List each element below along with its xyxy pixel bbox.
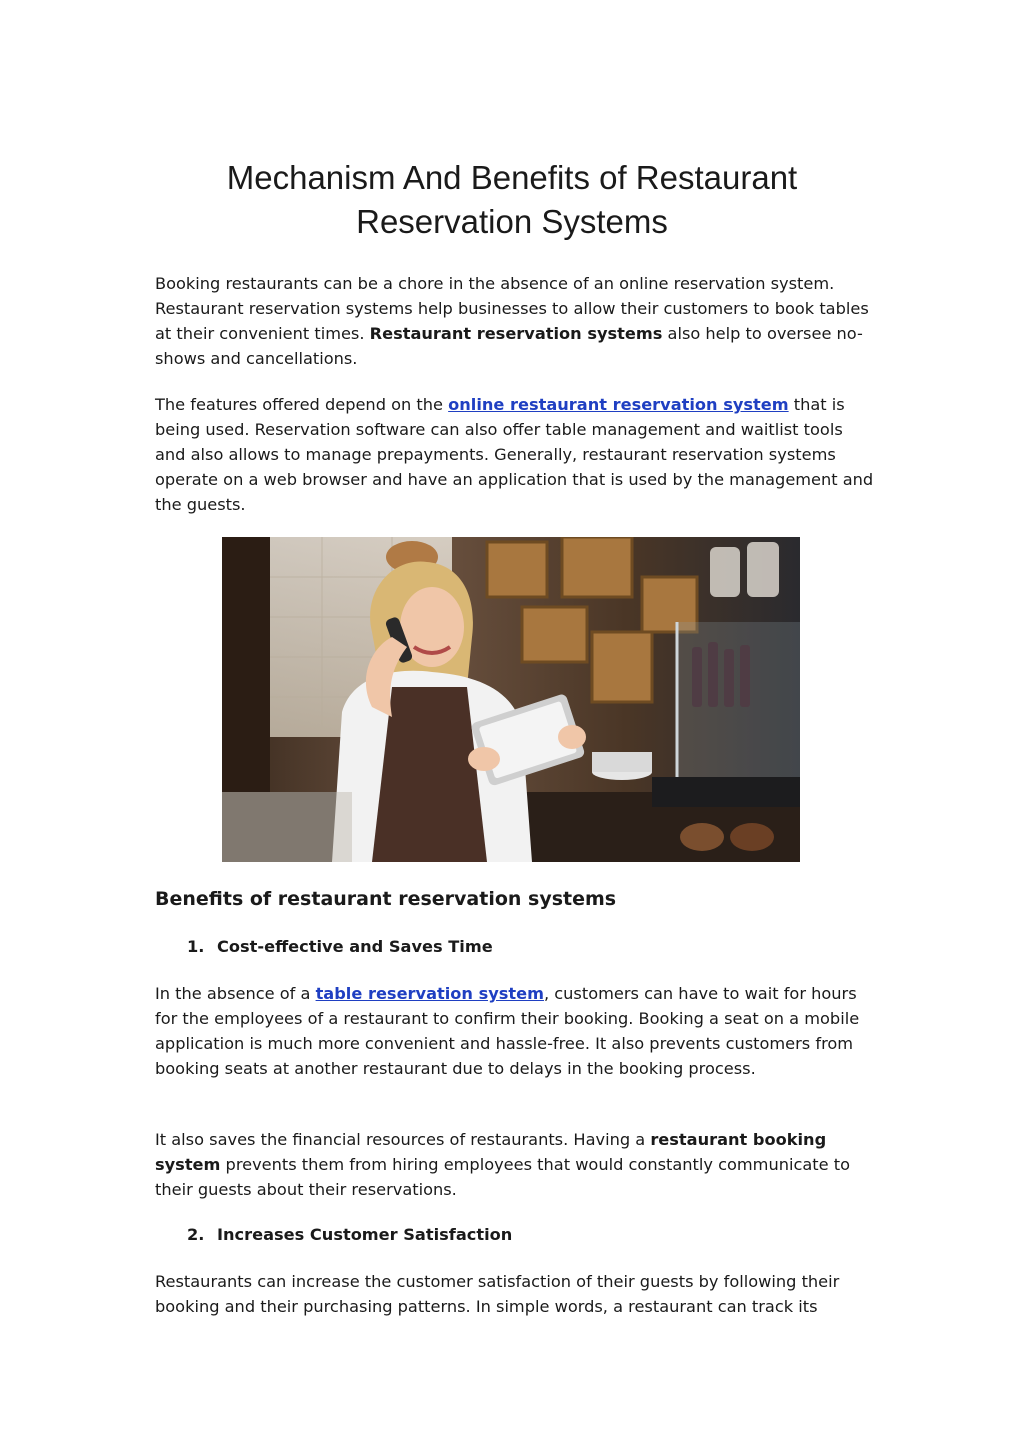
features-text-b: that is being used. Reservation software can also offer table management and waitlist tools and also allows to manage prepayments. Generally, restaurant reservation systems operate on a web browser and have an application that is used by the management and the guests. — [155, 395, 874, 514]
cost-text-b: , customers can have to wait for hours for the employees of a restaurant to confirm their booking. Booking a seat on a mobile application is much more convenient and hassle-free. It also prevents customers from booking seats at another restaurant due to delays in the booking process. — [155, 984, 860, 1078]
financial-bold-text: restaurant booking system — [155, 1130, 827, 1174]
financial-paragraph — [155, 1127, 875, 1202]
list-label-2: Increases Customer Satisfaction — [217, 1225, 513, 1244]
list-item-2 — [187, 1223, 512, 1247]
cost-effective-paragraph — [155, 981, 875, 1081]
benefits-heading: Benefits of restaurant reservation systems — [155, 888, 617, 910]
cost-text-a: In the absence of a — [155, 984, 316, 1003]
title-line-1: Mechanism And Benefits of Restaurant — [226, 159, 798, 196]
list-number-2: 2. — [187, 1225, 205, 1244]
page-title — [150, 156, 874, 244]
satisfaction-paragraph — [155, 1269, 875, 1319]
title-line-2: Reservation Systems — [356, 203, 668, 240]
financial-text-b: prevents them from hiring employees that would constantly communicate to their guests about their reservations. — [155, 1155, 850, 1199]
photo-illustration — [222, 537, 800, 862]
financial-text-a: It also saves the financial resources of restaurants. Having a — [155, 1130, 651, 1149]
intro-bold-text: Restaurant reservation systems — [369, 324, 663, 343]
table-reservation-link[interactable]: table reservation system — [315, 984, 544, 1003]
list-label-1: Cost-effective and Saves Time — [217, 937, 493, 956]
list-item-1 — [187, 935, 493, 959]
intro-text-b: also help to oversee no-shows and cancellations. — [155, 324, 863, 368]
list-number-1: 1. — [187, 937, 205, 956]
satisfaction-text: Restaurants can increase the customer satisfaction of their guests by following their booking and their purchasing patterns. In simple words, a restaurant can track its — [155, 1272, 840, 1316]
online-reservation-link[interactable]: online restaurant reservation system — [448, 395, 789, 414]
features-paragraph — [155, 392, 875, 517]
intro-text-a: Booking restaurants can be a chore in the absence of an online reservation system. Restaurant reservation systems help businesses to allow their customers to book tables at their convenient times. — [155, 274, 869, 343]
features-text-a: The features offered depend on the — [155, 395, 449, 414]
intro-paragraph — [155, 271, 875, 371]
waitress-photo — [222, 537, 800, 862]
